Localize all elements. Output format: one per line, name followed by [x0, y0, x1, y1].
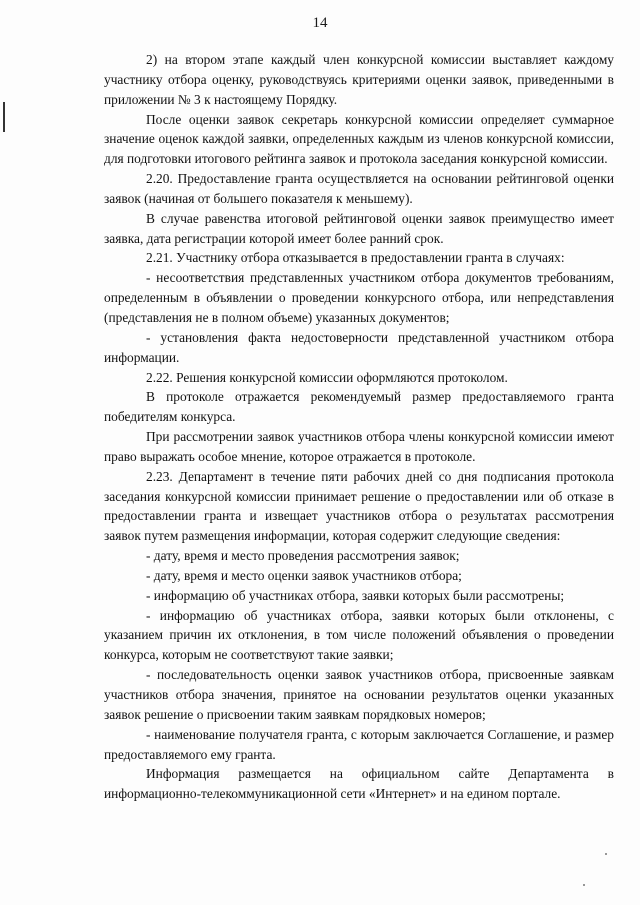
paragraph-special-opinion: При рассмотрении заявок участников отбора члены конкурсной комиссии имеют право выражать особое мнение, которое отражается в протоколе. — [104, 429, 614, 464]
list-item-nonconformity: - несоответствия представленных участником отбора документов требованиям, определенным в объявлении о проведении конкурсного отбора, или непредставления (представления не в полном объеме) указанных документов; — [104, 270, 614, 325]
paragraph-rating-tie: В случае равенства итоговой рейтинговой оценки заявок преимущество имеет заявка, дата регистрации которой имеет более ранний срок. — [104, 210, 614, 246]
list-item-evaluation-date: - дату, время и место оценки заявок участников отбора; — [146, 567, 462, 583]
list-item-evaluation-sequence: - последовательность оценки заявок участников отбора, присвоенные заявкам участников отбора значения, принятое на основании результатов оценки указанных заявок решение о присвоении таким заявкам порядковых номеров; — [104, 667, 614, 722]
scan-speck — [583, 884, 585, 886]
list-item-rejected-participants: - информацию об участниках отбора, заявки которых были отклонены, с указанием причин их отклонения, в том числе положений объявления о проведении конкурса, которым не соответствуют такие заявки; — [104, 607, 614, 663]
paragraph-2-23: 2.23. Департамент в течение пяти рабочих дней со дня подписания протокола заседания конкурсной комиссии принимает решение о предоставлении или об отказе в предоставлении гранта и извещает участников отбора о результатах рассмотрения заявок путем размещения информации, которая содержит следующие сведения: — [104, 468, 614, 544]
paragraph-protocol-size: В протоколе отражается рекомендуемый размер предоставляемого гранта победителям конкурса. — [104, 389, 614, 425]
list-item-unreliable-info: - установления факта недостоверности представленной участником отбора информации. — [104, 329, 614, 365]
paragraph-2-20: 2.20. Предоставление гранта осуществляется на основании рейтинговой оценки заявок (начиная от большего показателя к меньшему). — [104, 171, 614, 206]
scan-edge-mark — [3, 102, 5, 132]
paragraph-secretary-summary: После оценки заявок секретарь конкурсной комиссии определяет суммарное значение оценок каждой заявки, определенных каждым из членов конкурсной комиссии, для подготовки итогового рейтинга заявок и протокола заседания конкурсной комиссии. — [104, 111, 614, 167]
paragraph-2-21: 2.21. Участнику отбора отказывается в предоставлении гранта в случаях: — [146, 250, 565, 266]
document-body — [104, 50, 614, 804]
paragraph-stage-two: 2) на втором этапе каждый член конкурсной комиссии выставляет каждому участнику отбора оценку, руководствуясь критериями оценки заявок, приведенными в приложении № 3 к настоящему Порядку. — [104, 52, 614, 107]
scan-speck — [605, 853, 607, 855]
list-item-grant-recipient: - наименование получателя гранта, с которым заключается Соглашение, и размер предоставляемого ему гранта. — [104, 726, 614, 762]
page-number: 14 — [312, 15, 328, 31]
paragraph-publication: Информация размещается на официальном сайте Департамента в информационно-телекоммуникационной сети «Интернет» и на едином портале. — [104, 766, 614, 802]
list-item-review-date: - дату, время и место проведения рассмотрения заявок; — [146, 548, 460, 564]
list-item-reviewed-participants: - информацию об участниках отбора, заявки которых были рассмотрены; — [146, 587, 565, 603]
paragraph-2-22: 2.22. Решения конкурсной комиссии оформляются протоколом. — [146, 369, 508, 385]
